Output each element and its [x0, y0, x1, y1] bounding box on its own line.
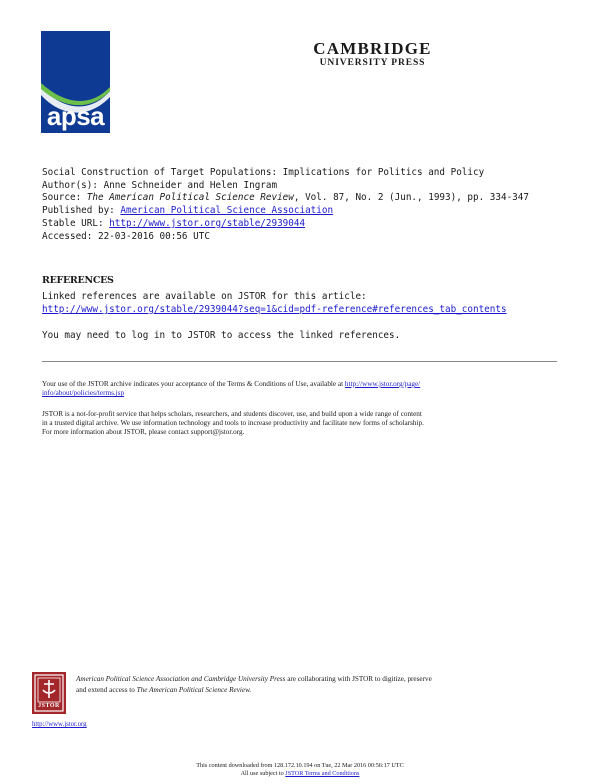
terms-acceptance — [42, 380, 562, 398]
source-prefix: Source: — [42, 192, 87, 203]
jstor-url-line — [32, 721, 87, 728]
nonprofit-line-1: JSTOR is a not-for-profit service that helps scholars, researchers, and students discover, use, and build upon a wide range of content — [42, 410, 422, 418]
references-heading: REFERENCES — [42, 275, 114, 286]
collab-text-1: are collaborating with JSTOR to digitize, preserve — [285, 675, 432, 683]
terms-line-1 — [42, 380, 562, 389]
stable-url-label: Stable URL: — [42, 218, 110, 229]
source-journal: The American Political Science Review — [86, 192, 294, 203]
cambridge-subtitle: UNIVERSITY PRESS — [319, 58, 426, 68]
collaboration-text — [76, 674, 566, 695]
collab-journal: The American Political Science Review. — [136, 685, 252, 694]
terms-acceptance-text: Your use of the JSTOR archive indicates your acceptance of the Terms & Conditions of Use, available at — [42, 380, 345, 388]
terms-link-part-2[interactable]: info/about/policies/terms.jsp — [42, 389, 125, 398]
collab-line-1 — [76, 674, 566, 685]
references-link[interactable]: http://www.jstor.org/stable/2939044?seq=1&cid=pdf-reference#references_tab_contents — [42, 304, 507, 315]
collab-line-2 — [76, 685, 566, 696]
article-publisher — [42, 205, 333, 217]
stable-url-link[interactable]: http://www.jstor.org/stable/2939044 — [109, 218, 306, 229]
article-authors: Author(s): Anne Schneider and Helen Ingram — [42, 180, 278, 191]
cambridge-logo — [300, 40, 445, 69]
nonprofit-line-3: For more information about JSTOR, please contact support@jstor.org. — [42, 428, 245, 437]
references-link-line — [42, 304, 507, 316]
publisher-link[interactable]: American Political Science Association — [120, 205, 334, 216]
divider-top — [42, 361, 557, 362]
apsa-logo — [41, 31, 110, 133]
jstor-logo — [32, 672, 66, 714]
article-source — [42, 192, 529, 204]
cambridge-title: CAMBRIDGE — [313, 39, 432, 58]
collab-publishers: American Political Science Association and Cambridge University Press — [76, 675, 286, 683]
collab-text-2: and extend access to — [76, 685, 137, 694]
footer-downloaded: This content downloaded from 128.172.10.194 on Tue, 22 Mar 2016 00:56:17 UTC — [196, 762, 404, 769]
footer-terms-link[interactable]: JSTOR Terms and Conditions — [285, 770, 360, 777]
apsa-logo-text: apsa — [46, 101, 105, 131]
footer-subject-prefix: All use subject to — [240, 770, 286, 777]
footer-subject — [0, 770, 600, 778]
jstor-logo-text: JSTOR — [38, 703, 60, 709]
jstor-url-link[interactable]: http://www.jstor.org — [32, 721, 87, 728]
terms-nonprofit — [42, 410, 562, 438]
terms-link-part-1[interactable]: http://www.jstor.org/page/ — [344, 380, 421, 388]
references-login-note: You may need to log in to JSTOR to access the linked references. — [42, 330, 401, 341]
article-stable-url — [42, 218, 305, 230]
source-suffix: , Vol. 87, No. 2 (Jun., 1993), pp. 334-347 — [293, 192, 529, 203]
published-by-label: Published by: — [42, 205, 121, 216]
article-title: Social Construction of Target Populations: Implications for Politics and Policy — [42, 167, 485, 178]
article-accessed: Accessed: 22-03-2016 00:56 UTC — [42, 231, 210, 242]
terms-line-2 — [42, 389, 562, 398]
nonprofit-line-2: in a trusted digital archive. We use information technology and tools to increase productivity and facilitate new forms of scholarship. — [42, 419, 424, 428]
references-linked-text: Linked references are available on JSTOR for this article: — [42, 291, 367, 302]
